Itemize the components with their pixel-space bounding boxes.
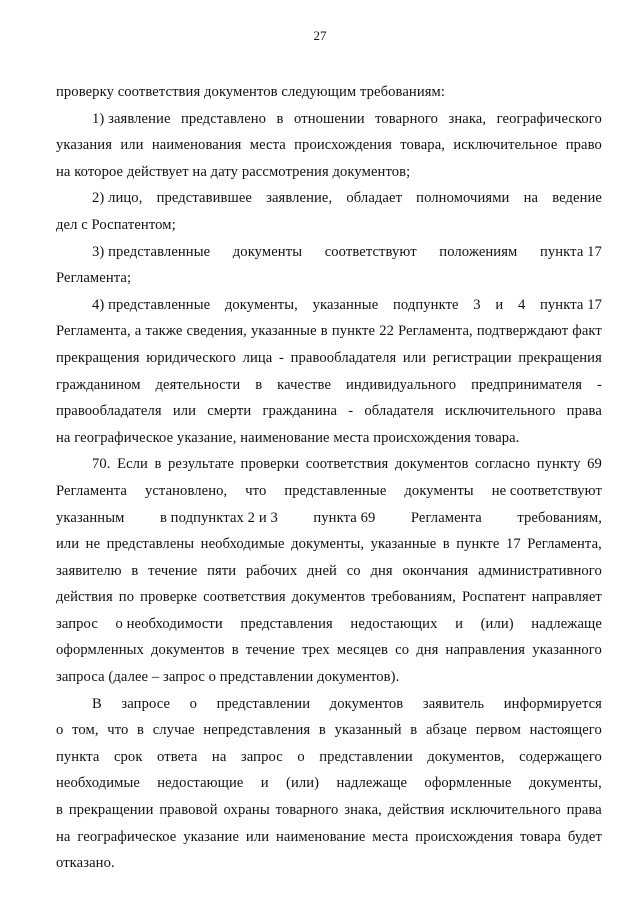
text-word: товарного <box>275 802 339 819</box>
text-word: в <box>410 722 418 739</box>
text-line <box>56 664 602 691</box>
text-word: о <box>189 695 198 712</box>
text-line <box>56 531 602 558</box>
text-word: (или) <box>480 615 514 632</box>
text-line <box>56 717 602 744</box>
text-word: знака, <box>344 802 382 819</box>
text-word: 70. <box>92 456 111 473</box>
text-word: товара, <box>400 137 446 154</box>
text-word: 4 <box>517 296 526 313</box>
text-line <box>56 611 602 638</box>
text-word: правообладателя <box>290 349 397 366</box>
text-line <box>56 398 602 425</box>
text-word: Регламента, <box>56 323 131 340</box>
text-word: исключительное <box>453 137 558 154</box>
text-word: индивидуального <box>345 376 457 393</box>
text-word: соответствия <box>305 456 389 473</box>
text-word: обладателя <box>364 403 434 420</box>
text-word: на <box>211 748 227 765</box>
text-word: документы <box>232 243 303 260</box>
text-line <box>56 159 602 186</box>
text-word: сведения, <box>186 323 247 340</box>
text-word: недостающих <box>350 615 438 632</box>
text-word: в <box>276 110 284 127</box>
text-word: указанные <box>370 536 437 553</box>
text-word: случае <box>152 722 195 739</box>
text-word: в <box>320 323 328 340</box>
text-word: направляет <box>531 589 602 606</box>
text-word: Если <box>117 456 148 473</box>
text-word: подпункте <box>392 296 459 313</box>
text-word: что <box>107 722 129 739</box>
text-word: по <box>118 589 135 606</box>
text-word: проверки <box>240 456 300 473</box>
text-word: прекращения <box>56 349 140 366</box>
text-word: о <box>297 748 305 765</box>
text-word: на <box>523 190 539 207</box>
text-word: указанные <box>312 296 379 313</box>
text-line <box>56 212 602 239</box>
text-word: будет <box>567 828 602 845</box>
text-word: в <box>56 802 63 819</box>
text-word: указания <box>56 137 113 154</box>
text-line <box>56 478 602 505</box>
text-word: необходимые <box>56 775 140 792</box>
text-word: ведение <box>552 190 602 207</box>
text-word: - <box>597 376 602 393</box>
text-word: указанный <box>334 722 402 739</box>
text-word: указанные <box>250 323 317 340</box>
text-word: трех <box>301 642 330 659</box>
text-word: полномочиями <box>416 190 510 207</box>
text-word: 69 <box>587 456 602 473</box>
text-line <box>56 637 602 664</box>
text-word: не соответствуют <box>491 482 602 499</box>
text-word: пункта 69 <box>313 509 376 526</box>
text-line <box>56 318 602 345</box>
text-word: срок <box>113 748 143 765</box>
text-word: информируется <box>503 695 602 712</box>
text-word: правовой <box>159 802 218 819</box>
text-line <box>56 691 602 718</box>
text-word: результате <box>168 456 234 473</box>
text-word: представления <box>240 615 333 632</box>
text-line <box>56 770 602 797</box>
text-word: представлении <box>319 748 413 765</box>
text-word: лица <box>242 349 273 366</box>
text-word: представлено <box>180 110 267 127</box>
text-word: не <box>85 536 101 553</box>
text-word: в <box>442 536 450 553</box>
text-word: соответствия <box>203 589 286 606</box>
text-word: настоящего <box>529 722 602 739</box>
text-word: смерти <box>207 403 252 420</box>
text-line <box>56 239 602 266</box>
text-word: документы <box>404 482 474 499</box>
text-word: заявитель <box>422 695 485 712</box>
text-word: или <box>172 403 197 420</box>
text-word: в подпунктах 2 и 3 <box>159 509 278 526</box>
text-word: документы, <box>291 536 365 553</box>
text-word: 3) представленные <box>92 243 211 260</box>
text-word: положениям <box>439 243 518 260</box>
text-word: обладает <box>346 190 403 207</box>
text-word: Регламента <box>56 482 127 499</box>
text-word: представлении <box>216 695 311 712</box>
text-word: соответствуют <box>324 243 417 260</box>
text-word: прекращения <box>518 349 602 366</box>
text-word: происхождения <box>415 828 514 845</box>
text-line <box>56 265 602 292</box>
text-word: документы, <box>528 775 602 792</box>
text-word: 17 <box>505 536 521 553</box>
text-word: географическое <box>77 828 177 845</box>
text-word: о <box>56 722 64 739</box>
text-word: представившее <box>156 190 252 207</box>
text-word: места <box>372 828 409 845</box>
document-body <box>56 79 602 877</box>
text-word: или <box>120 137 144 154</box>
text-word: запрос <box>240 748 283 765</box>
text-word: охраны <box>223 802 270 819</box>
text-word: со <box>395 642 410 659</box>
text-word: первом <box>475 722 521 739</box>
text-word: оформленные <box>424 775 512 792</box>
text-word: в <box>255 376 263 393</box>
text-word: 3 <box>473 296 481 313</box>
text-line <box>56 824 602 851</box>
text-word: пункта <box>56 748 100 765</box>
text-word: или <box>402 349 427 366</box>
text-word: со <box>346 562 361 579</box>
text-word: течение <box>148 562 198 579</box>
text-word: документов <box>291 589 366 606</box>
text-word: пункте <box>456 536 500 553</box>
text-word: пункта 17 <box>539 243 602 260</box>
text-word: направления <box>445 642 526 659</box>
text-word: оформленных <box>56 642 144 659</box>
text-line <box>56 558 602 585</box>
text-line <box>56 451 602 478</box>
text-word: товара <box>519 828 562 845</box>
text-line <box>56 797 602 824</box>
text-word: содержащего <box>519 748 602 765</box>
text-line <box>56 505 602 532</box>
text-line <box>56 132 602 159</box>
text-word: окончания <box>402 562 469 579</box>
text-word: географического <box>496 110 602 127</box>
text-word: или <box>245 828 270 845</box>
text-word: 2) лицо, <box>92 190 143 207</box>
text-word: представленные <box>284 482 387 499</box>
text-word: Регламента; <box>56 270 132 287</box>
text-word: Роспатент <box>461 589 526 606</box>
text-word: надлежаще <box>531 615 602 632</box>
text-word: запроса (далее – запрос о представлении документов). <box>56 669 400 686</box>
text-word: в <box>318 722 326 739</box>
text-word: административного <box>478 562 602 579</box>
text-word: указанным <box>56 509 125 526</box>
text-word: 4) представленные <box>92 296 211 313</box>
text-word: документов, <box>427 748 505 765</box>
text-line <box>56 292 602 319</box>
text-word: на <box>56 828 71 845</box>
text-word: ответа <box>157 748 198 765</box>
text-word: заявителю <box>56 562 122 579</box>
text-word: согласно <box>475 456 531 473</box>
text-word: на которое действует на дату рассмотрения документов; <box>56 163 411 180</box>
text-word: наименование <box>276 828 366 845</box>
text-word: надлежаще <box>336 775 408 792</box>
text-word: заявление, <box>266 190 333 207</box>
text-word: и <box>495 296 504 313</box>
text-word: происхождения <box>294 137 392 154</box>
text-word: качестве <box>277 376 332 393</box>
text-word: также <box>145 323 183 340</box>
text-word: В <box>92 695 102 712</box>
text-line <box>56 850 602 877</box>
text-word: прекращении <box>68 802 154 819</box>
text-word: наименования <box>151 137 242 154</box>
text-word: требованиям, <box>517 509 602 526</box>
text-word: документы, <box>224 296 298 313</box>
text-word: о необходимости <box>115 615 223 632</box>
text-word: указание <box>183 828 240 845</box>
text-word: (или) <box>286 775 320 792</box>
text-word: исключительного <box>450 802 561 819</box>
text-word: указанного <box>532 642 602 659</box>
text-word: дня <box>370 562 393 579</box>
text-word: в <box>154 456 162 473</box>
text-word: документов <box>151 642 225 659</box>
text-word: места <box>249 137 286 154</box>
text-word: запросе <box>121 695 171 712</box>
text-word: дня <box>416 642 439 659</box>
text-word: абзаце <box>425 722 468 739</box>
text-word: на географическое указание, наименование места происхождения товара. <box>56 429 520 446</box>
text-word: документов <box>329 695 404 712</box>
text-word: и <box>455 615 463 632</box>
page-number: 27 <box>313 28 327 43</box>
text-line <box>56 185 602 212</box>
text-word: в <box>231 642 239 659</box>
text-word: правообладателя <box>56 403 162 420</box>
text-word: и <box>260 775 269 792</box>
text-word: подтверждают <box>476 323 569 340</box>
text-line <box>56 744 602 771</box>
text-word: - <box>348 403 354 420</box>
text-line <box>56 79 602 106</box>
text-word: дней <box>307 562 337 579</box>
text-word: товарного <box>375 110 439 127</box>
text-line <box>56 372 602 399</box>
text-word: проверке <box>140 589 198 606</box>
text-word: действия <box>387 802 445 819</box>
text-word: 1) заявление <box>92 110 171 127</box>
text-word: месяцев <box>336 642 389 659</box>
text-word: - <box>278 349 284 366</box>
text-word: том, <box>72 722 99 739</box>
text-line <box>56 425 602 452</box>
text-line <box>56 584 602 611</box>
text-word: непредставления <box>203 722 311 739</box>
text-word: действия <box>56 589 113 606</box>
text-word: предпринимателя <box>471 376 583 393</box>
text-word: 22 <box>379 323 394 340</box>
text-word: или <box>56 536 80 553</box>
text-word: документов <box>394 456 469 473</box>
text-word: право <box>565 137 602 154</box>
text-word: в <box>131 562 139 579</box>
text-word: пункта 17 <box>540 296 602 313</box>
text-word: Регламента, <box>527 536 602 553</box>
text-word: что <box>245 482 267 499</box>
text-word: пункте <box>331 323 376 340</box>
text-word: пяти <box>207 562 237 579</box>
text-word: а <box>134 323 142 340</box>
text-word: представлены <box>106 536 195 553</box>
text-word: течение <box>245 642 295 659</box>
text-word: регистрации <box>432 349 512 366</box>
text-word: в <box>137 722 145 739</box>
text-word: отказано. <box>56 855 115 872</box>
text-word: требованиям, <box>371 589 456 606</box>
text-line <box>56 345 602 372</box>
text-word: факт <box>572 323 602 340</box>
text-word: гражданином <box>56 376 141 393</box>
text-word: дел с Роспатентом; <box>56 216 176 233</box>
text-word: права <box>566 802 602 819</box>
text-word: проверку соответствия документов следующим требованиям: <box>56 84 446 100</box>
text-word: гражданина <box>262 403 338 420</box>
text-word: рабочих <box>245 562 298 579</box>
text-word: знака, <box>448 110 487 127</box>
text-word: Регламента <box>410 509 482 526</box>
text-word: деятельности <box>155 376 241 393</box>
text-word: недостающие <box>157 775 244 792</box>
text-word: права <box>566 403 602 420</box>
text-word: запрос <box>56 615 98 632</box>
text-word: Регламента, <box>398 323 473 340</box>
text-word: отношении <box>294 110 365 127</box>
text-word: пункту <box>536 456 581 473</box>
text-word: установлено, <box>144 482 228 499</box>
text-word: юридического <box>146 349 236 366</box>
text-line <box>56 106 602 133</box>
text-word: необходимые <box>200 536 285 553</box>
text-word: исключительного <box>445 403 556 420</box>
